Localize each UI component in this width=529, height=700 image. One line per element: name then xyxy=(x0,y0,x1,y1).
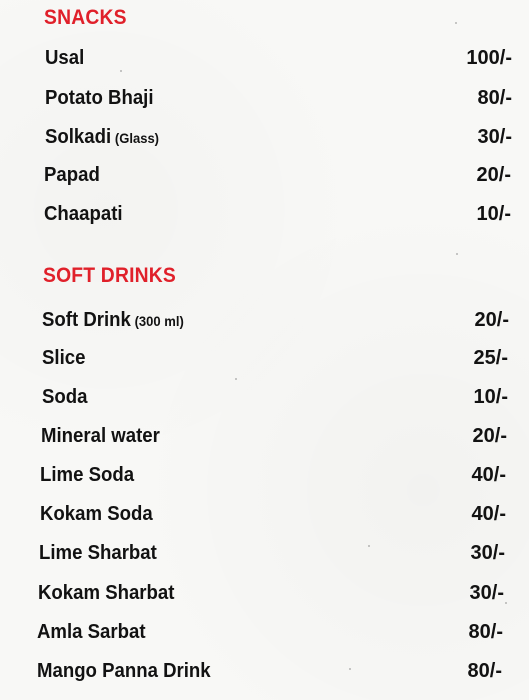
menu-item-soft-drink xyxy=(0,302,529,338)
menu-item-name: Slice xyxy=(42,347,86,369)
snacks-heading: SNACKS xyxy=(44,6,127,29)
menu-item-name: Mineral water xyxy=(41,425,160,447)
paper-speck xyxy=(505,602,507,604)
menu-item-price: 80/- xyxy=(477,87,512,109)
menu-item-chaapati xyxy=(0,196,529,232)
menu-item-name: Usal xyxy=(45,47,85,69)
paper-speck xyxy=(235,378,237,380)
menu-item-price: 40/- xyxy=(471,503,506,525)
menu-item-name: Soft Drink (300 ml) xyxy=(42,309,184,331)
menu-item-name: Potato Bhaji xyxy=(45,87,154,109)
menu-item-name: Chaapati xyxy=(44,203,123,225)
menu-item-price: 10/- xyxy=(476,203,511,225)
menu-item-price: 100/- xyxy=(466,47,512,69)
menu-item-name: Amla Sarbat xyxy=(37,621,146,643)
menu-item-price: 40/- xyxy=(471,464,506,486)
menu-item-name: Solkadi (Glass) xyxy=(45,126,160,148)
menu-item-slice xyxy=(0,340,529,376)
menu-item-name: Papad xyxy=(44,164,100,186)
menu-item-name: Kokam Soda xyxy=(40,503,153,525)
menu-item-price: 80/- xyxy=(467,660,502,682)
menu-item-potato-bhaji xyxy=(0,80,529,116)
menu-item-price: 10/- xyxy=(473,386,508,408)
menu-item-kokam-sharbat xyxy=(0,575,529,611)
menu-item-lime-sharbat xyxy=(0,535,529,571)
soft-drinks-heading: SOFT DRINKS xyxy=(43,264,176,287)
menu-item-price: 30/- xyxy=(470,542,505,564)
menu-item-kokam-soda xyxy=(0,496,529,532)
menu-item-solkadi xyxy=(0,119,529,155)
menu-item-mango-panna-drink xyxy=(0,653,529,689)
paper-speck xyxy=(368,545,370,547)
menu-item-mineral-water xyxy=(0,418,529,454)
menu-item-soda xyxy=(0,379,529,415)
menu-item-name: Soda xyxy=(42,386,88,408)
menu-item-papad xyxy=(0,157,529,193)
menu-item-price: 20/- xyxy=(472,425,507,447)
paper-speck xyxy=(456,253,458,255)
menu-item-price: 25/- xyxy=(473,347,508,369)
menu-item-name: Mango Panna Drink xyxy=(37,660,211,682)
paper-speck xyxy=(349,668,351,670)
menu-item-name: Kokam Sharbat xyxy=(38,582,175,604)
menu-item-price: 20/- xyxy=(476,164,511,186)
menu-item-lime-soda xyxy=(0,457,529,493)
menu-item-price: 80/- xyxy=(468,621,503,643)
menu-item-price: 30/- xyxy=(469,582,504,604)
menu-item-name: Lime Sharbat xyxy=(39,542,157,564)
paper-speck xyxy=(455,22,457,24)
menu-item-name: Lime Soda xyxy=(40,464,135,486)
menu-item-usal xyxy=(0,40,529,76)
menu-item-price: 20/- xyxy=(474,309,509,331)
menu-item-price: 30/- xyxy=(477,126,512,148)
menu-item-amla-sarbat xyxy=(0,614,529,650)
paper-speck xyxy=(120,70,122,72)
